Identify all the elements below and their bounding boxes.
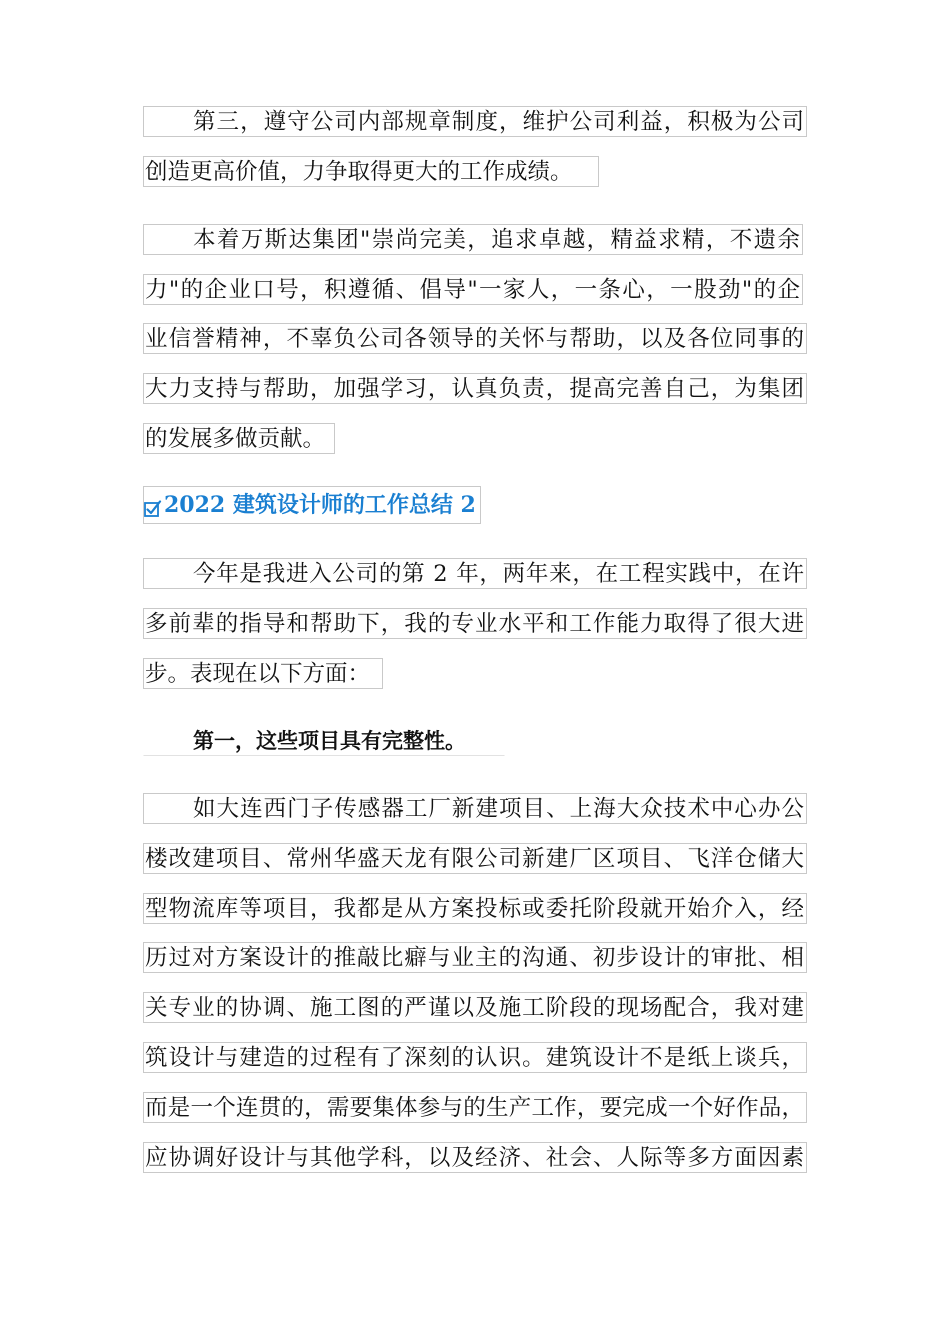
text-line: 应协调好设计与其他学科，以及经济、社会、人际等多方面因素 <box>143 1142 807 1173</box>
text-line: 楼改建项目、常州华盛天龙有限公司新建厂区项目、飞洋仓储大 <box>143 843 807 874</box>
text-line: 型物流库等项目，我都是从方案投标或委托阶段就开始介入，经 <box>143 893 807 924</box>
section-heading <box>143 486 481 524</box>
text-line: 而是一个连贯的，需要集体参与的生产工作，要完成一个好作品， <box>143 1092 807 1123</box>
text-line: 多前辈的指导和帮助下，我的专业水平和工作能力取得了很大进 <box>143 608 807 639</box>
text-line: 今年是我进入公司的第 2 年，两年来，在工程实践中，在许 <box>143 558 807 589</box>
text-line: 筑设计与建造的过程有了深刻的认识。建筑设计不是纸上谈兵， <box>143 1042 807 1073</box>
text-line: 大力支持与帮助，加强学习，认真负责，提高完善自己，为集团 <box>143 373 807 404</box>
text-line: 本着万斯达集团"崇尚完美，追求卓越，精益求精，不遗余 <box>143 224 803 255</box>
text-line: 创造更高价值，力争取得更大的工作成绩。 <box>143 156 599 187</box>
text-line: 步。表现在以下方面： <box>143 658 383 689</box>
sub-heading: 第一，这些项目具有完整性。 <box>143 725 505 756</box>
section-heading-text: 2022 建筑设计师的工作总结 2 <box>164 492 476 518</box>
text-line: 力"的企业口号，积遵循、倡导"一家人，一条心，一股劲"的企 <box>143 274 803 305</box>
text-line: 历过对方案设计的推敲比癖与业主的沟通、初步设计的审批、相 <box>143 942 807 973</box>
text-line: 关专业的协调、施工图的严谨以及施工阶段的现场配合，我对建 <box>143 992 807 1023</box>
text-line: 的发展多做贡献。 <box>143 423 335 454</box>
checkbox-icon <box>144 500 162 518</box>
text-line: 第三，遵守公司内部规章制度，维护公司利益，积极为公司 <box>143 106 807 137</box>
text-line: 如大连西门子传感器工厂新建项目、上海大众技术中心办公 <box>143 793 807 824</box>
text-line: 业信誉精神，不辜负公司各领导的关怀与帮助，以及各位同事的 <box>143 323 807 354</box>
